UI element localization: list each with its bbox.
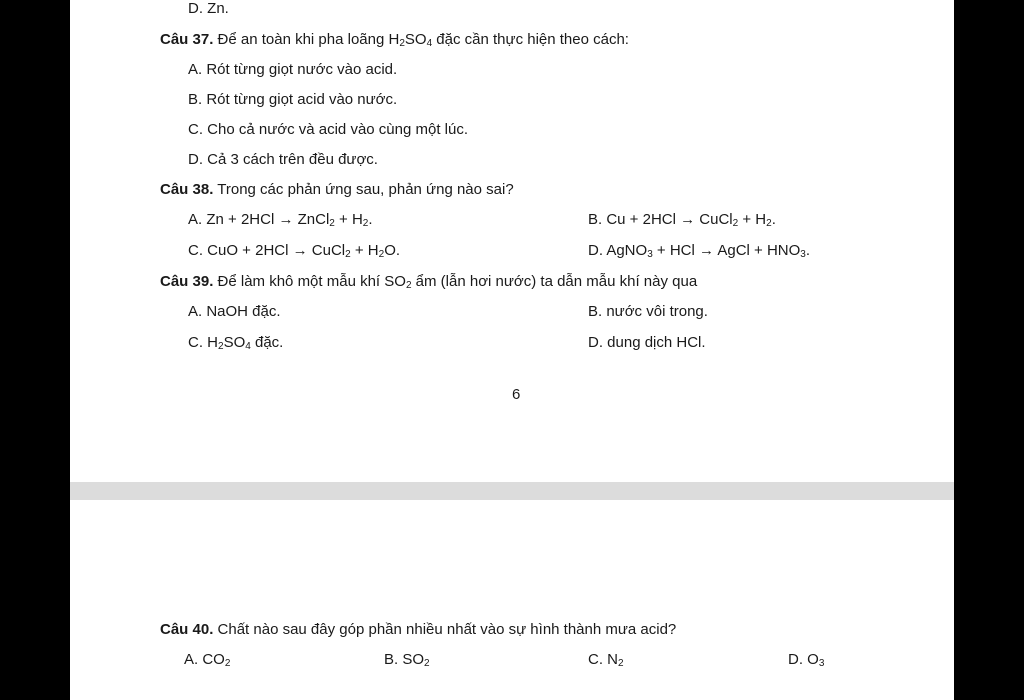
question-40-option-d: D. $O_3$: [788, 651, 825, 669]
document-page-bottom: [70, 500, 954, 700]
page-number: 6: [512, 386, 521, 403]
question-40-option-b: B. $SO_2$: [384, 651, 430, 669]
question-38-option-b: B. Cu + 2HCl → CuCl$_2$ + $H_2$.: [588, 211, 776, 229]
question-37-text: Để an toàn khi pha loãng $H_2SO_4$ đặc cần thực hiện theo cách:: [217, 31, 629, 49]
prev-option-d: D. Zn.: [188, 0, 229, 17]
question-38-number: Câu 38.: [160, 181, 214, 198]
question-37-option-a: A. Rót từng giọt nước vào acid.: [188, 61, 398, 78]
document-page-top: [70, 0, 954, 482]
question-38-option-a: A. Zn + 2HCl → ZnCl$_2$ + $H_2$.: [188, 211, 373, 229]
question-39-text: Để làm khô một mẫu khí $SO_2$ ẩm (lẫn hơi nước) ta dẫn mẫu khí này qua: [217, 273, 698, 291]
page-separator: [70, 482, 954, 500]
question-37-option-d: D. Cả 3 cách trên đều được.: [188, 151, 378, 168]
question-40-number: Câu 40.: [160, 621, 214, 638]
question-37: [160, 31, 629, 49]
question-40-option-a: A. $CO_2$: [184, 651, 231, 669]
question-38-option-d: D. AgNO$_3$ + HCl → AgCl + $HNO_3$.: [588, 242, 811, 260]
question-37-number: Câu 37.: [160, 31, 214, 48]
question-39-option-b: B. nước vôi trong.: [588, 303, 708, 320]
question-39-option-c: C. $H_2SO_4$ đặc.: [188, 334, 284, 352]
question-40: [160, 621, 676, 638]
question-38-text: Trong các phản ứng sau, phản ứng nào sai?: [217, 181, 514, 198]
question-39-option-d: D. dung dịch HCl.: [588, 334, 706, 351]
question-39-option-a: A. NaOH đặc.: [188, 303, 281, 320]
question-38: [160, 181, 514, 199]
question-40-option-c: C. $N_2$: [588, 651, 624, 669]
question-37-option-b: B. Rót từng giọt acid vào nước.: [188, 91, 398, 108]
question-40-text: Chất nào sau đây góp phần nhiều nhất vào sự hình thành mưa acid?: [217, 621, 677, 638]
question-39-number: Câu 39.: [160, 273, 214, 290]
question-38-option-c: C. CuO + 2HCl → CuCl$_2$ + $H_2O$.: [188, 242, 401, 260]
question-39: [160, 273, 697, 291]
question-37-option-c: C. Cho cả nước và acid vào cùng một lúc.: [188, 121, 469, 138]
